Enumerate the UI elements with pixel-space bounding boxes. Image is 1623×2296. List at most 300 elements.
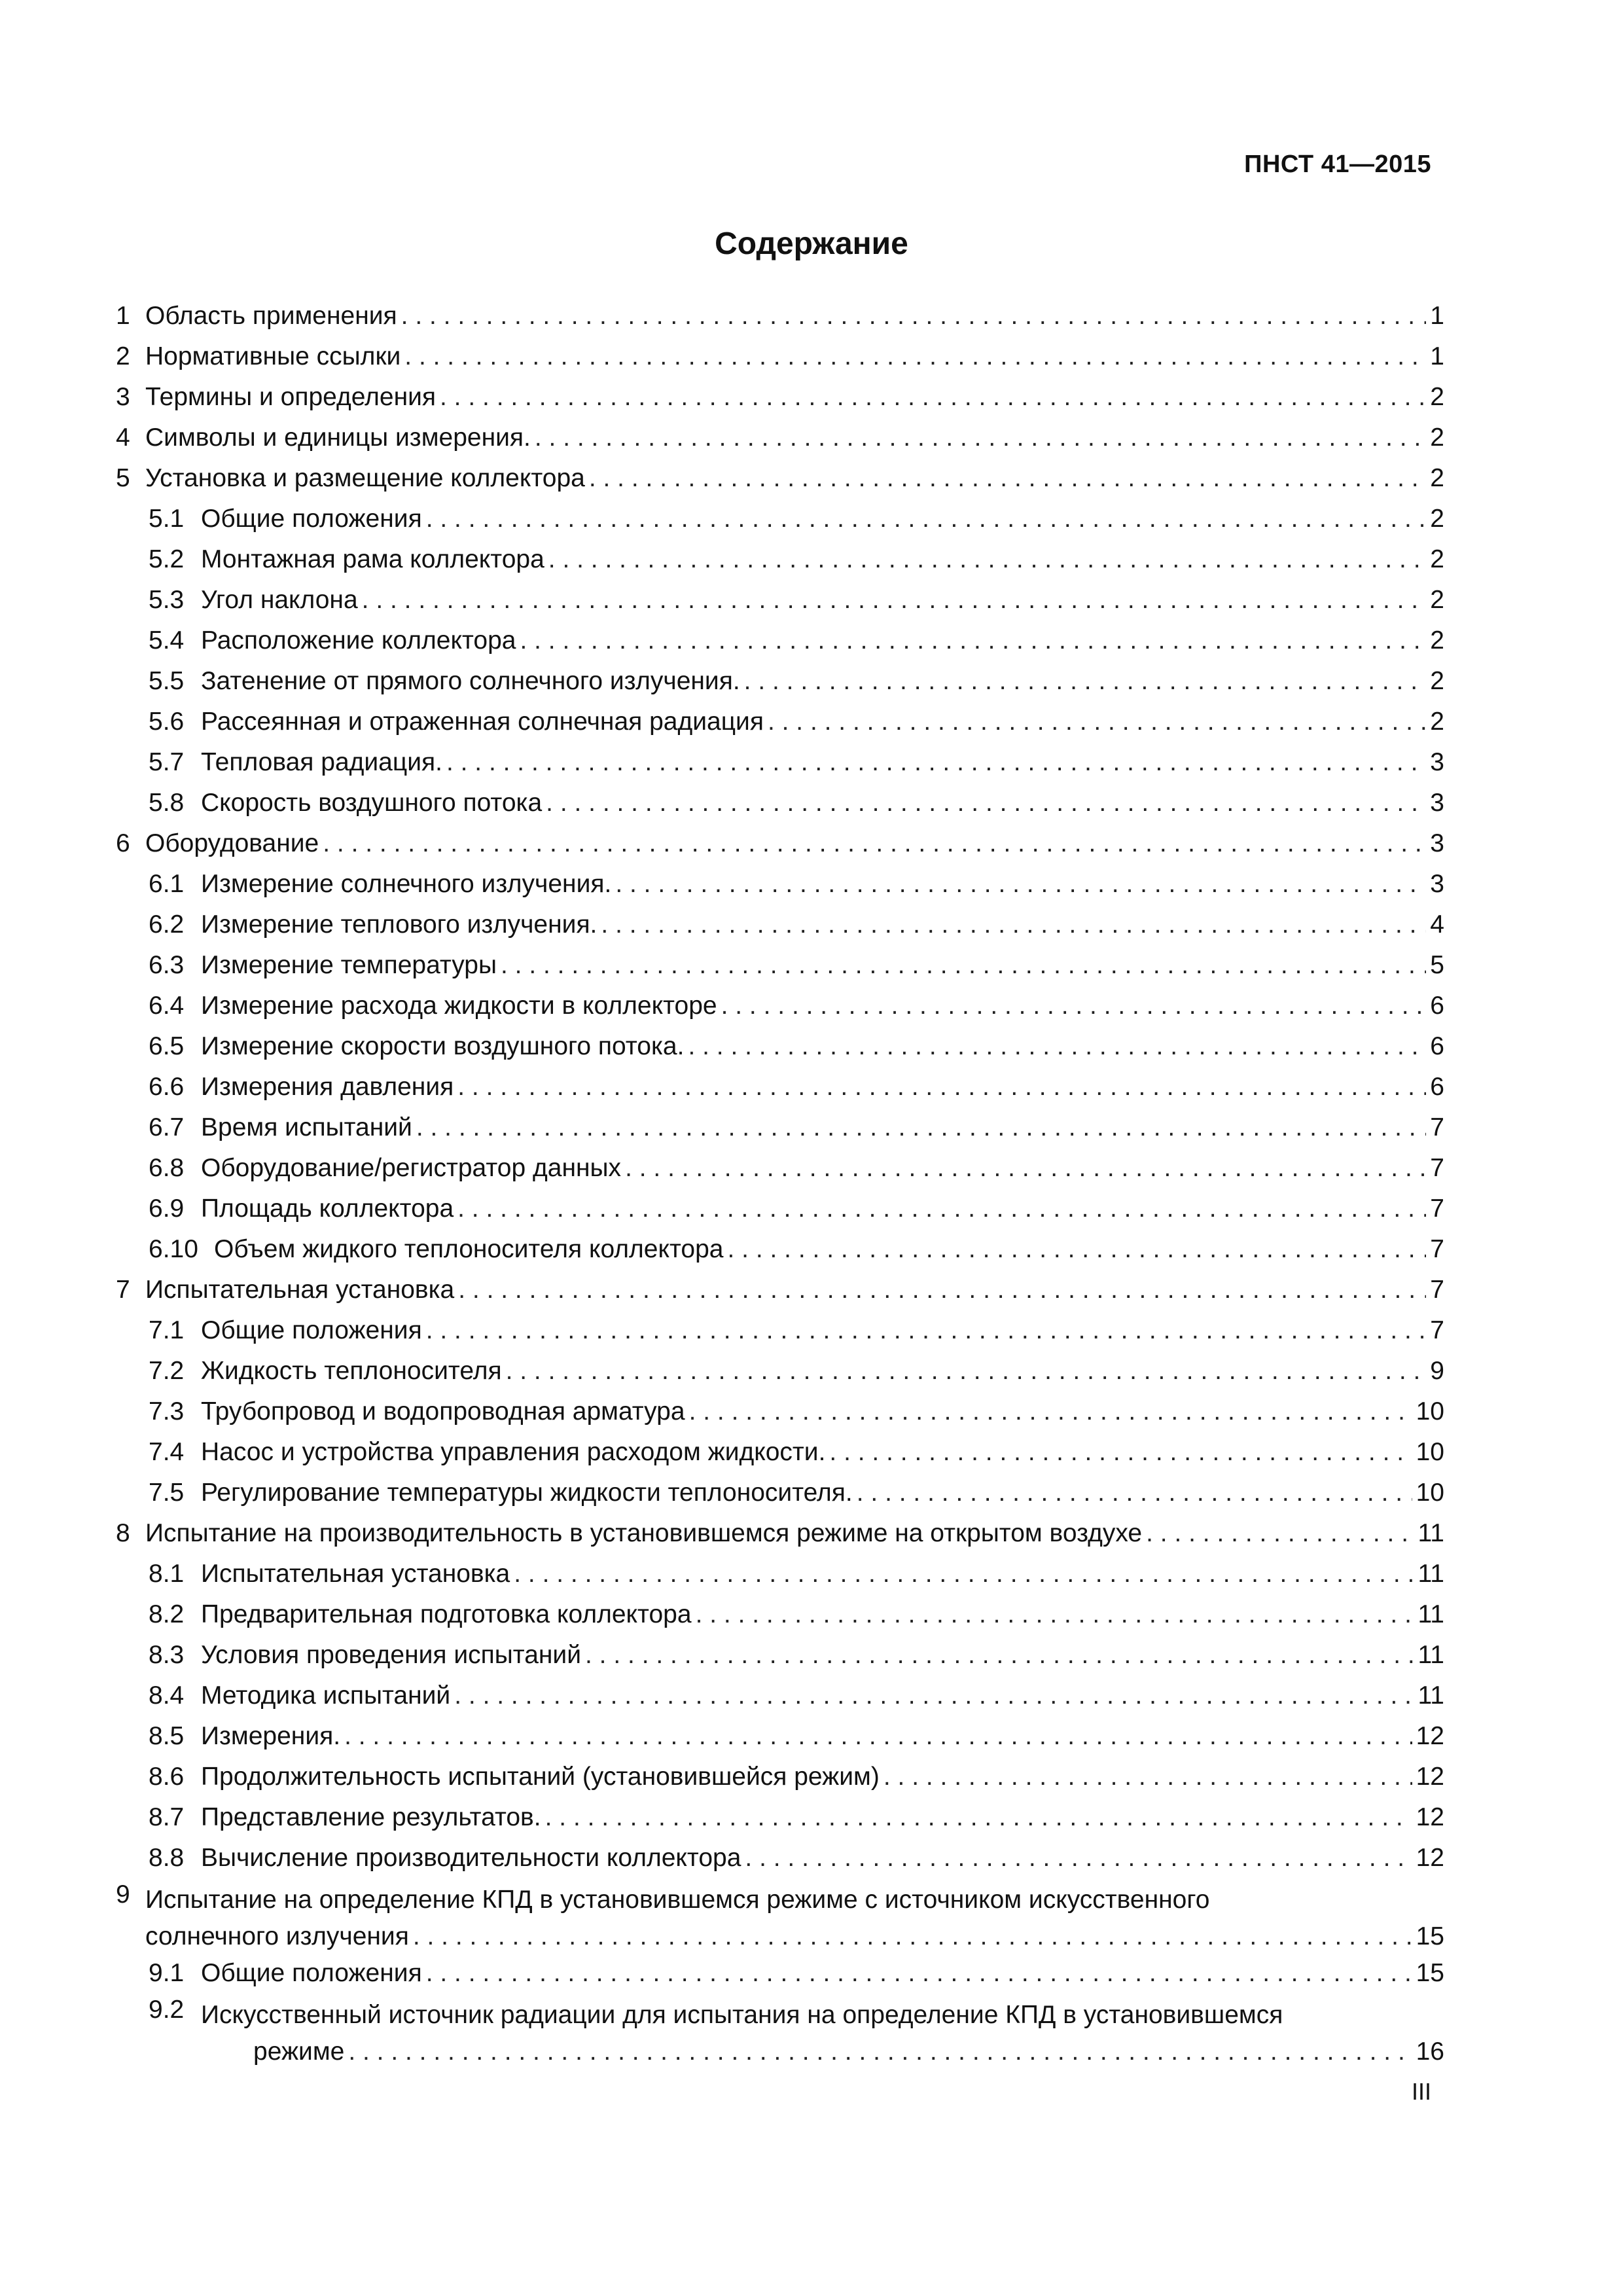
toc-entry-body [116,620,1444,661]
toc-row [116,1351,1444,1391]
toc-entry-body [116,336,1444,377]
toc-entry-title: Объем жидкого теплоносителя коллектора [214,1235,724,1263]
toc-row [116,1107,1444,1148]
toc-entry-title: Измерение теплового излучения. [201,910,597,939]
toc-entry-page: 15 [1416,1922,1444,1950]
toc-entry-body [116,1067,1444,1107]
toc-entry-body [116,1554,1444,1594]
toc-entry-title: Измерение расхода жидкости в коллекторе [201,992,717,1020]
toc-entry-body [116,1391,1444,1432]
toc-row [116,864,1444,905]
leader-dots [728,1229,1427,1270]
toc-entry-page: 7 [1430,1316,1444,1344]
toc-entry-number: 8.7 [149,1803,185,1831]
toc-entry-title: Предварительная подготовка коллектора [201,1600,692,1628]
toc-entry-page: 10 [1416,1397,1444,1426]
toc-entry-page: 4 [1430,910,1444,939]
leader-dots [501,945,1426,986]
document-code: ПНСТ 41—2015 [1244,151,1431,178]
toc-entry-title: Символы и единицы измерения. [145,423,531,452]
toc-entry-title: Измерения давления [201,1073,454,1101]
leader-dots [585,1635,1414,1676]
toc-entry-page: 7 [1430,1235,1444,1263]
leader-dots [457,1067,1426,1107]
leader-dots [458,1270,1426,1310]
leader-dots [545,1797,1412,1838]
toc-row [116,1310,1444,1351]
toc-row [116,1594,1444,1635]
toc-entry-page: 3 [1430,748,1444,776]
toc-row [116,580,1444,620]
toc-entry-title: Общие положения [201,1959,422,1987]
toc-entry [116,742,1444,783]
toc-entry-body [116,499,1444,539]
toc-entry-number: 8.3 [149,1641,185,1669]
toc-entry [116,377,1444,418]
table-of-contents [116,296,1444,2068]
toc-entry-number: 4 [116,423,130,452]
toc-entry-number: 8 [116,1519,130,1547]
toc-entry-body [116,661,1444,702]
toc-entry-body [116,418,1444,458]
leader-dots [688,1026,1426,1067]
toc-entry [116,1432,1444,1473]
leader-dots [615,864,1426,905]
toc-entry-page: 3 [1430,870,1444,898]
toc-row [116,1838,1444,1878]
toc-entry-page: 12 [1416,1844,1444,1872]
toc-entry-title: Измерение скорости воздушного потока. [201,1032,685,1060]
leader-dots [546,783,1426,823]
toc-entry [116,1189,1444,1229]
leader-dots [446,742,1426,783]
toc-entry-page: 1 [1430,342,1444,370]
toc-entry-body [116,1107,1444,1148]
toc-entry-number: 8.1 [149,1560,185,1588]
toc-entry-page: 6 [1430,992,1444,1020]
toc-row [116,702,1444,742]
toc-row [116,418,1444,458]
toc-entry-body [116,1351,1444,1391]
toc-row [116,1432,1444,1473]
toc-entry [116,1757,1444,1797]
toc-entry-title-line1 [116,1999,1444,2032]
page-title: Содержание [715,226,908,261]
toc-entry-number: 8.6 [149,1763,185,1791]
toc-entry-body [116,1148,1444,1189]
leader-dots [1146,1513,1414,1554]
leader-dots [426,1310,1427,1351]
toc-entry [116,458,1444,499]
toc-row [116,1757,1444,1797]
toc-entry-title-line1 [116,1884,1444,1916]
toc-entry-body [116,1270,1444,1310]
leader-dots [323,823,1426,864]
toc-entry [116,1229,1444,1270]
toc-entry [116,1270,1444,1310]
toc-entry-title-continued: солнечного излучения [145,1922,409,1950]
toc-entry [116,945,1444,986]
toc-entry-page: 7 [1430,1113,1444,1141]
toc-entry [116,1310,1444,1351]
toc-row [116,1916,1444,1953]
toc-row [116,1953,1444,1994]
toc-entry-body [116,580,1444,620]
toc-row [116,661,1444,702]
toc-entry-number: 6.1 [149,870,185,898]
toc-entry-page: 2 [1430,423,1444,452]
toc-row [116,1391,1444,1432]
toc-entry-number: 5.2 [149,545,185,573]
toc-entry [116,1513,1444,1554]
toc-entry-title: Площадь коллектора [201,1194,454,1223]
toc-entry-number: 5.1 [149,505,185,533]
toc-entry-number: 3 [116,383,130,411]
toc-entry-body [116,1797,1444,1838]
toc-entry-title: Испытательная установка [145,1276,455,1304]
leader-dots [413,1916,1412,1957]
toc-entry-body [116,1432,1444,1473]
toc-entry-page: 7 [1430,1154,1444,1182]
toc-entry-page: 2 [1430,383,1444,411]
leader-dots [535,418,1426,458]
toc-entry-number: 6.9 [149,1194,185,1223]
toc-row [116,1189,1444,1229]
toc-row [116,499,1444,539]
toc-entry [116,864,1444,905]
toc-row [116,742,1444,783]
toc-entry-number: 5.8 [149,789,185,817]
toc-entry-title: Скорость воздушного потока [201,789,543,817]
toc-entry-number: 9 [116,1880,130,1909]
toc-entry-title: Трубопровод и водопроводная арматура [201,1397,685,1426]
toc-entry [116,539,1444,580]
toc-row [116,2032,1444,2068]
page-number: III [1411,2078,1431,2105]
leader-dots [440,377,1426,418]
toc-entry-title: Представление результатов. [201,1803,541,1831]
toc-entry-title: Измерения. [201,1722,341,1750]
toc-entry-body [116,823,1444,864]
toc-entry-title: Регулирование температуры жидкости теплоносителя. [201,1479,853,1507]
toc-row [116,336,1444,377]
toc-entry-title: Измерение солнечного излучения. [201,870,612,898]
toc-entry-body [116,1838,1444,1878]
toc-entry-title: Насос и устройства управления расходом жидкости. [201,1438,826,1466]
toc-row [116,1026,1444,1067]
toc-entry-page: 10 [1416,1479,1444,1507]
toc-entry-title: Испытание на производительность в установившемся режиме на открытом воздухе [145,1519,1143,1547]
leader-dots [857,1473,1412,1513]
toc-entry-title: Условия проведения испытаний [201,1641,582,1669]
leader-dots [514,1554,1414,1594]
toc-entry-number: 5.3 [149,586,185,614]
toc-entry-page: 11 [1418,1641,1444,1669]
toc-entry [116,1026,1444,1067]
toc-entry [116,1351,1444,1391]
toc-entry-page: 7 [1430,1276,1444,1304]
toc-entry-body [116,1513,1444,1554]
leader-dots [829,1432,1412,1473]
leader-dots [344,1716,1412,1757]
leader-dots [768,702,1426,742]
toc-entry-number: 6.6 [149,1073,185,1101]
toc-entry [116,1797,1444,1838]
toc-entry [116,1676,1444,1716]
toc-entry-title: Термины и определения [145,383,437,411]
leader-dots [548,539,1427,580]
toc-entry-body [116,945,1444,986]
toc-row [116,1473,1444,1513]
toc-entry [116,1107,1444,1148]
toc-entry [116,418,1444,458]
toc-entry [116,1878,1444,1953]
toc-entry-title: Рассеянная и отраженная солнечная радиация [201,708,764,736]
toc-entry-body [116,1473,1444,1513]
toc-entry-body [116,296,1444,336]
toc-entry [116,1716,1444,1757]
toc-entry-title: Испытание на определение КПД в установившемся режиме с источником искусственного [145,1886,1210,1914]
toc-entry-number: 6.10 [149,1235,198,1263]
toc-entry [116,702,1444,742]
toc-entry-number: 7 [116,1276,130,1304]
toc-entry-title: Оборудование/регистратор данных [201,1154,622,1182]
toc-row [116,945,1444,986]
toc-entry [116,1838,1444,1878]
toc-entry-page: 12 [1416,1722,1444,1750]
toc-entry [116,1594,1444,1635]
toc-row [116,823,1444,864]
toc-entry-number: 8.4 [149,1681,185,1710]
toc-entry-title: Испытательная установка [201,1560,510,1588]
toc-entry-body [116,905,1444,945]
toc-entry-number: 6 [116,829,130,857]
leader-dots [506,1351,1427,1391]
toc-entry [116,336,1444,377]
toc-entry-number: 8.5 [149,1722,185,1750]
toc-entry-body [116,1310,1444,1351]
toc-row [116,1676,1444,1716]
toc-row [116,539,1444,580]
toc-row [116,986,1444,1026]
leader-dots [745,1838,1412,1878]
toc-entry-title: Общие положения [201,1316,422,1344]
leader-dots [883,1757,1412,1797]
toc-row [116,620,1444,661]
toc-entry-page: 2 [1430,708,1444,736]
toc-entry [116,905,1444,945]
toc-entry-page: 11 [1418,1560,1444,1588]
leader-dots [689,1391,1412,1432]
toc-entry-body [116,1635,1444,1676]
toc-entry-number: 7.4 [149,1438,185,1466]
leader-dots [589,458,1426,499]
toc-entry-number: 5.5 [149,667,185,695]
toc-entry-title: Жидкость теплоносителя [201,1357,502,1385]
toc-entry-title: Затенение от прямого солнечного излучения. [201,667,740,695]
leader-dots [520,620,1426,661]
toc-entry-page: 12 [1416,1803,1444,1831]
toc-entry-body [116,2032,1444,2072]
toc-entry-page: 6 [1430,1073,1444,1101]
toc-entry-page: 2 [1430,626,1444,655]
toc-entry-title: Методика испытаний [201,1681,451,1710]
toc-entry-body [145,1916,1444,1957]
toc-entry-page: 9 [1430,1357,1444,1385]
toc-entry [116,296,1444,336]
toc-entry-number: 5.4 [149,626,185,655]
toc-entry-number: 7.1 [149,1316,185,1344]
leader-dots [416,1107,1426,1148]
toc-entry-page: 2 [1430,667,1444,695]
leader-dots [404,336,1426,377]
toc-row [116,1148,1444,1189]
toc-entry-page: 10 [1416,1438,1444,1466]
toc-entry-number: 2 [116,342,130,370]
leader-dots [696,1594,1414,1635]
toc-entry-page: 12 [1416,1763,1444,1791]
toc-entry [116,823,1444,864]
toc-entry [116,1994,1444,2068]
toc-entry-number: 7.3 [149,1397,185,1426]
toc-entry [116,580,1444,620]
toc-entry [116,1473,1444,1513]
toc-row [116,1067,1444,1107]
toc-entry-number: 6.2 [149,910,185,939]
toc-entry-title: Общие положения [201,505,422,533]
toc-entry [116,661,1444,702]
toc-entry-number: 5.6 [149,708,185,736]
toc-entry-number: 9.1 [149,1959,185,1987]
toc-row [116,905,1444,945]
toc-entry-page: 2 [1430,545,1444,573]
toc-entry-page: 11 [1418,1681,1444,1710]
toc-entry-body [116,1757,1444,1797]
toc-entry [116,986,1444,1026]
toc-entry-number: 7.2 [149,1357,185,1385]
toc-entry-body [116,702,1444,742]
toc-row [116,458,1444,499]
toc-entry-title: Время испытаний [201,1113,412,1141]
toc-entry [116,1391,1444,1432]
toc-entry-page: 6 [1430,1032,1444,1060]
toc-entry-page: 3 [1430,789,1444,817]
toc-entry-body [116,1189,1444,1229]
toc-entry-title: Искусственный источник радиации для испытания на определение КПД в установившемся [201,2001,1283,2029]
toc-entry-title: Расположение коллектора [201,626,516,655]
toc-entry [116,783,1444,823]
toc-row [116,1554,1444,1594]
toc-entry-title: Область применения [145,302,397,330]
toc-entry-title: Тепловая радиация. [201,748,442,776]
toc-entry-page: 5 [1430,951,1444,979]
leader-dots [625,1148,1426,1189]
toc-entry-body [116,1676,1444,1716]
toc-entry [116,499,1444,539]
toc-entry-page: 1 [1430,302,1444,330]
toc-entry-page: 2 [1430,464,1444,492]
toc-entry-title: Вычисление производительности коллектора [201,1844,741,1872]
toc-entry-number: 6.7 [149,1113,185,1141]
toc-entry-page: 7 [1430,1194,1444,1223]
toc-entry-title-continued: режиме [253,2037,345,2066]
toc-row [116,296,1444,336]
toc-entry [116,1148,1444,1189]
toc-entry-number: 8.8 [149,1844,185,1872]
toc-row [116,1716,1444,1757]
toc-entry-title: Продолжительность испытаний (установившейся режим) [201,1763,880,1791]
toc-entry-body [116,1026,1444,1067]
leader-dots [426,1953,1412,1994]
toc-entry-body [116,458,1444,499]
toc-entry [116,1554,1444,1594]
toc-entry-body [116,864,1444,905]
toc-entry-page: 3 [1430,829,1444,857]
toc-entry-number: 7.5 [149,1479,185,1507]
toc-entry-body [116,1594,1444,1635]
toc-entry-page: 2 [1430,505,1444,533]
toc-entry-title: Измерение температуры [201,951,497,979]
toc-entry-body [116,1229,1444,1270]
toc-entry-number: 5 [116,464,130,492]
leader-dots [362,580,1427,620]
toc-row [116,1797,1444,1838]
toc-entry-body [116,986,1444,1026]
toc-entry-number: 9.2 [149,1996,185,2024]
toc-row [116,377,1444,418]
toc-entry-number: 6.8 [149,1154,185,1182]
toc-entry-page: 11 [1418,1600,1444,1628]
toc-entry-body [116,539,1444,580]
toc-entry [116,620,1444,661]
toc-row [116,783,1444,823]
toc-entry-body [116,377,1444,418]
toc-entry [116,1067,1444,1107]
toc-entry-body [116,783,1444,823]
toc-entry [116,1635,1444,1676]
toc-entry-page: 11 [1418,1519,1444,1547]
toc-entry-title: Установка и размещение коллектора [145,464,585,492]
toc-entry-body [116,1716,1444,1757]
toc-entry-page: 2 [1430,586,1444,614]
toc-row [116,1635,1444,1676]
toc-entry-title: Угол наклона [201,586,358,614]
leader-dots [348,2032,1412,2072]
toc-entry-title: Нормативные ссылки [145,342,401,370]
leader-dots [601,905,1426,945]
toc-entry-body [116,742,1444,783]
toc-entry-page: 16 [1416,2037,1444,2066]
toc-entry-number: 5.7 [149,748,185,776]
toc-entry-number: 8.2 [149,1600,185,1628]
toc-entry-page: 15 [1416,1959,1444,1987]
toc-entry-number: 6.5 [149,1032,185,1060]
toc-entry-number: 6.3 [149,951,185,979]
toc-row [116,1513,1444,1554]
toc-entry-title: Монтажная рама коллектора [201,545,544,573]
leader-dots [744,661,1427,702]
leader-dots [457,1189,1426,1229]
leader-dots [454,1676,1414,1716]
toc-entry-number: 6.4 [149,992,185,1020]
toc-row [116,1270,1444,1310]
toc-row [116,1229,1444,1270]
leader-dots [721,986,1427,1026]
toc-entry-body [116,1953,1444,1994]
leader-dots [401,296,1427,336]
toc-entry-title: Оборудование [145,829,319,857]
leader-dots [426,499,1427,539]
